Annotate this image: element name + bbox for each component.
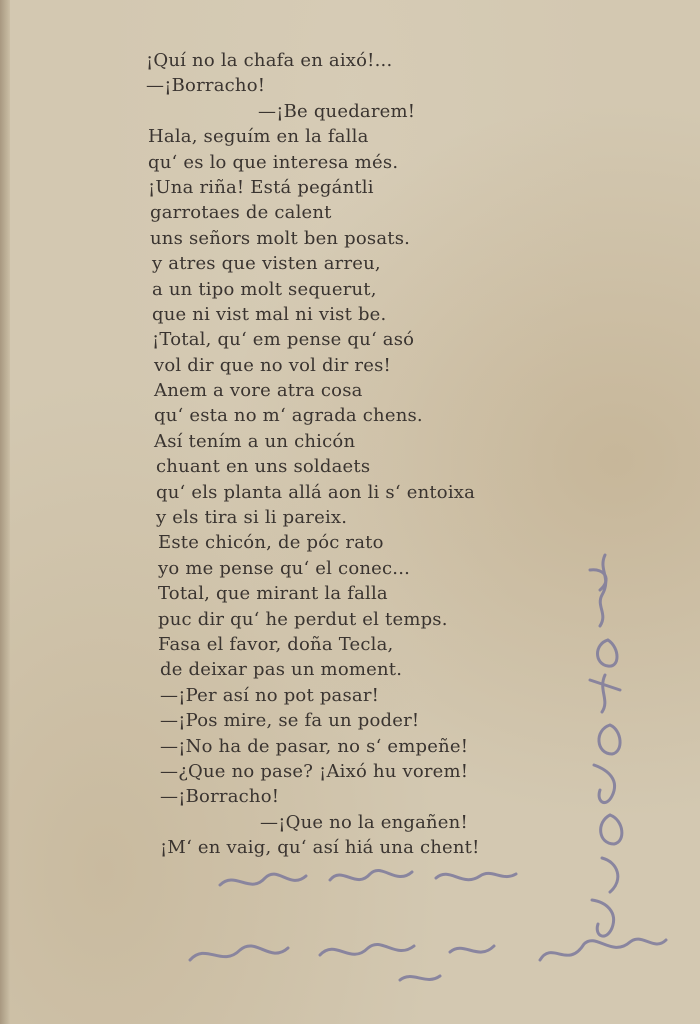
verse-line: ¡M‘ en vaig, qu‘ así hiá una chent! — [160, 837, 480, 859]
poem-verse — [146, 48, 546, 861]
verse-line: ¡Una riña! Está pegántli — [148, 176, 374, 198]
verse-line: —¡Per así no pot pasar! — [160, 684, 380, 706]
page-binding-edge — [0, 0, 10, 1024]
verse-line: garrotaes de calent — [150, 202, 332, 224]
verse-line: —¡Borracho! — [160, 786, 280, 808]
verse-line: Fasa el favor, doña Tecla, — [158, 633, 394, 655]
verse-line: qu‘ es lo que interesa més. — [148, 151, 399, 173]
verse-line: —¡Pos mire, se fa un poder! — [160, 710, 420, 732]
verse-line: vol dir que no vol dir res! — [154, 354, 391, 376]
verse-line: qu‘ esta no m‘ agrada chens. — [154, 405, 423, 427]
verse-line: qu‘ els planta allá aon li s‘ entoixa — [156, 481, 476, 503]
verse-line: ¡Total, qu‘ em pense qu‘ asó — [152, 329, 415, 351]
verse-line: que ni vist mal ni vist be. — [152, 303, 387, 325]
verse-line: —¡No ha de pasar, no s‘ empeñe! — [160, 735, 469, 757]
verse-line: Anem a vore atra cosa — [154, 380, 363, 402]
verse-line: Total, que mirant la falla — [158, 583, 388, 605]
verse-line: uns señors molt ben posats. — [150, 227, 411, 249]
verse-line: puc dir qu‘ he perdut el temps. — [158, 608, 448, 630]
verse-line: y atres que visten arreu, — [152, 253, 381, 275]
verse-line: a un tipo molt sequerut, — [152, 278, 377, 300]
verse-line: y els tira si li pareix. — [156, 507, 348, 529]
verse-line: —¡Borracho! — [146, 75, 266, 97]
verse-line: chuant en uns soldaets — [156, 456, 371, 478]
verse-line: Este chicón, de póc rato — [158, 532, 384, 554]
verse-line: de deixar pas un moment. — [160, 659, 403, 681]
verse-line: —¿Que no pase? ¡Aixó hu vorem! — [160, 760, 469, 782]
verse-line: —¡Be quedarem! — [258, 100, 416, 122]
verse-line: Así tením a un chicón — [154, 430, 356, 452]
verse-line: —¡Que no la engañen! — [260, 811, 468, 833]
verse-line: ¡Quí no la chafa en aixó!... — [146, 50, 393, 71]
verse-line: yo me pense qu‘ el conec... — [158, 557, 411, 579]
verse-line: Hala, seguím en la falla — [148, 126, 369, 148]
